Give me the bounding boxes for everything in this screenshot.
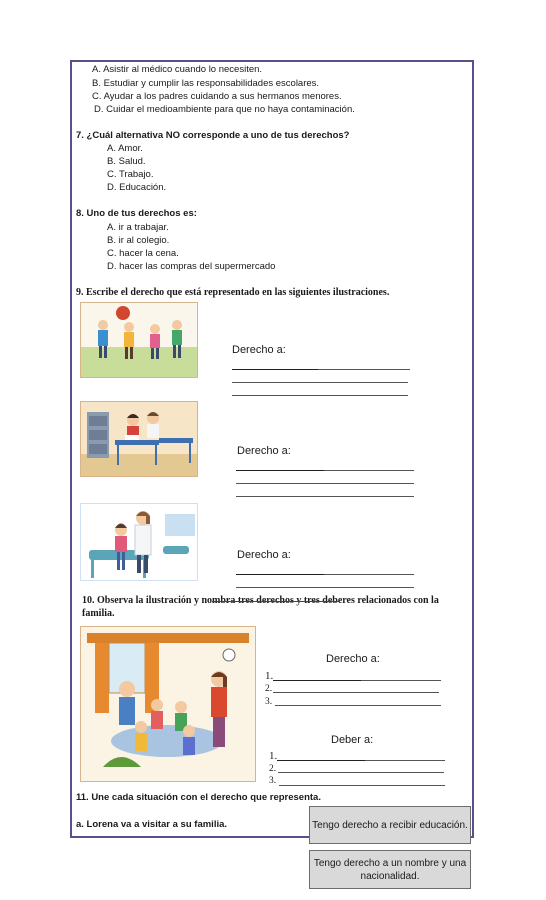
answer-line[interactable] xyxy=(236,496,414,497)
q6-option-a: A. Asistir al médico cuando lo necesiten. xyxy=(92,64,263,75)
q11-option-box-education-text: Tengo derecho a recibir educación. xyxy=(312,819,468,831)
q10-question-line2: familia. xyxy=(82,608,115,619)
q7-option-c: C. Trabajo. xyxy=(107,169,154,180)
q10-deber-label: Deber a: xyxy=(331,734,374,746)
q11-option-box-name-line2: nacionalidad. xyxy=(360,870,420,882)
q11-question: 11. Une cada situación con el derecho que representa. xyxy=(76,792,321,803)
q10-question-line1: 10. Observa la ilustración y nombra tres derechos y tres deberes relacionados con la xyxy=(82,595,439,606)
q9-question: 9. Escribe el derecho que está representado en las siguientes ilustraciones. xyxy=(76,287,390,298)
answer-line[interactable] xyxy=(273,692,439,693)
q10-derecho-label: Derecho a: xyxy=(326,653,380,665)
q8-option-c: C. hacer la cena. xyxy=(107,248,179,259)
q7-option-a: A. Amor. xyxy=(107,143,143,154)
answer-line[interactable] xyxy=(279,785,445,786)
q11-item-a[interactable]: a. Lorena va a visitar a su familia. xyxy=(76,819,228,830)
q9-label-1: Derecho a: xyxy=(232,344,286,356)
answer-line[interactable] xyxy=(236,483,414,484)
q11-option-box-name-line1: Tengo derecho a un nombre y una xyxy=(313,857,467,869)
q11-option-box-education[interactable] xyxy=(309,806,471,844)
strikethrough xyxy=(212,601,340,602)
answer-line[interactable] xyxy=(318,369,410,370)
answer-line[interactable] xyxy=(278,772,444,773)
q7-option-b: B. Salud. xyxy=(107,156,146,167)
answer-line[interactable] xyxy=(275,705,441,706)
q7-question: 7. ¿Cuál alternativa NO corresponde a uno de tus derechos? xyxy=(76,130,350,141)
q6-option-b: B. Estudiar y cumplir las responsabilidades escolares. xyxy=(92,78,320,89)
answer-line[interactable] xyxy=(324,470,414,471)
q8-option-d: D. hacer las compras del supermercado xyxy=(107,261,276,272)
q6-option-d: D. Cuidar el medioambiente para que no haya contaminación. xyxy=(94,104,355,115)
q10-derecho-number-2: 2. xyxy=(265,684,273,694)
q7-option-d: D. Educación. xyxy=(107,182,167,193)
q8-option-b: B. ir al colegio. xyxy=(107,235,170,246)
illustration-family xyxy=(80,626,256,782)
answer-line[interactable] xyxy=(232,382,408,383)
q8-option-a: A. ir a trabajar. xyxy=(107,222,169,233)
answer-line[interactable] xyxy=(236,587,414,588)
q9-label-3: Derecho a: xyxy=(237,549,291,561)
q10-deber-number-3: 3. xyxy=(269,776,277,786)
answer-line[interactable] xyxy=(365,760,445,761)
answer-line[interactable] xyxy=(232,369,318,370)
answer-line[interactable] xyxy=(361,680,441,681)
q9-label-2: Derecho a: xyxy=(237,445,291,457)
answer-line[interactable] xyxy=(232,395,408,396)
q11-option-box-name-nationality[interactable] xyxy=(309,850,471,889)
q8-question: 8. Uno de tus derechos es: xyxy=(76,208,197,219)
illustration-children-playing xyxy=(80,302,198,378)
illustration-classroom xyxy=(80,401,198,477)
answer-line[interactable] xyxy=(273,680,361,681)
answer-line[interactable] xyxy=(324,574,414,575)
q10-derecho-number-3: 3. xyxy=(265,697,273,707)
q10-deber-number-2: 2. xyxy=(269,764,277,774)
q10-deber-number-1: 1. xyxy=(269,750,278,762)
answer-line[interactable] xyxy=(236,470,324,471)
q6-option-c: C. Ayudar a los padres cuidando a sus hermanos menores. xyxy=(92,91,342,102)
answer-line[interactable] xyxy=(277,760,365,761)
answer-line[interactable] xyxy=(236,574,324,575)
q10-derecho-number-1: 1. xyxy=(265,670,274,682)
illustration-doctor-visit xyxy=(80,503,198,581)
